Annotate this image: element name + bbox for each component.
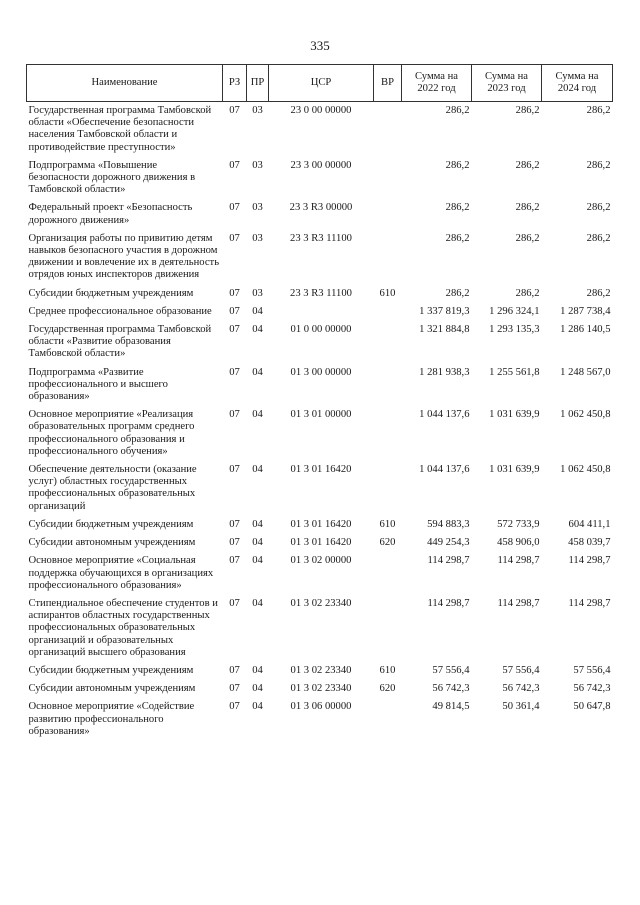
row-vr: [374, 552, 402, 595]
row-sum-2023: 286,2: [515, 105, 540, 116]
table-row: [27, 680, 613, 698]
table-body: [27, 102, 613, 741]
row-name: Среднее профессиональное образование: [28, 305, 212, 317]
row-sum-2024: 114 298,7: [568, 597, 611, 609]
row-sum-2022: 49 814,5: [432, 701, 470, 713]
row-csr: 01 3 01 00000: [290, 409, 352, 421]
table-row: [27, 534, 613, 552]
row-vr: [374, 303, 402, 321]
row-name: Основное мероприятие «Социальная поддержка обучающихся в организациях профессионального образования»: [28, 555, 214, 591]
row-pr: 04: [252, 664, 263, 676]
row-sum-2022: 1 337 819,3: [419, 305, 470, 317]
row-sum-2023: 286,2: [515, 232, 540, 244]
table-row: [27, 321, 613, 364]
row-sum-2022: 1 281 938,3: [419, 366, 470, 378]
row-pr: 03: [252, 232, 263, 244]
row-csr: 01 3 01 16420: [290, 464, 352, 476]
row-sum-2023: 1 031 639,9: [489, 464, 540, 476]
row-rz: 07: [229, 159, 240, 171]
row-sum-2022: 56 742,3: [432, 683, 470, 695]
header-pr: ПР: [247, 65, 269, 102]
row-pr: 04: [252, 537, 263, 549]
row-sum-2023: 1 296 324,1: [489, 305, 540, 317]
row-rz: 07: [229, 555, 240, 567]
row-pr: 03: [252, 202, 263, 214]
row-sum-2024: 458 039,7: [568, 537, 611, 549]
row-name: Обеспечение деятельности (оказание услуг) областных государственных профессиональных образовательных организаций: [28, 464, 197, 512]
row-sum-2024: 50 647,8: [573, 701, 611, 713]
table-header: [27, 65, 613, 102]
row-sum-2023: 572 733,9: [497, 518, 540, 530]
row-name: Субсидии бюджетным учреждениям: [28, 518, 194, 530]
row-rz: 07: [229, 597, 240, 609]
row-rz: 07: [229, 232, 240, 244]
row-rz: 07: [229, 105, 240, 116]
header-sum-2022: Сумма на 2022 год: [402, 65, 472, 102]
row-pr: 04: [252, 555, 263, 567]
row-csr: 01 3 02 23340: [290, 597, 352, 609]
row-pr: 03: [252, 159, 263, 171]
row-name: Подпрограмма «Повышение безопасности дорожного движения в Тамбовской области»: [28, 159, 196, 196]
row-pr: 03: [252, 287, 263, 299]
row-csr: 23 0 00 00000: [290, 105, 352, 116]
row-sum-2023: 286,2: [515, 159, 540, 171]
row-sum-2024: 286,2: [586, 159, 611, 171]
row-vr: [374, 321, 402, 364]
row-rz: 07: [229, 202, 240, 214]
row-csr: 01 3 01 16420: [290, 537, 352, 549]
row-pr: 04: [252, 464, 263, 476]
table-row: [27, 406, 613, 461]
row-rz: 07: [229, 409, 240, 421]
row-rz: 07: [229, 537, 240, 549]
row-vr: [374, 364, 402, 407]
header-name: Наименование: [27, 65, 223, 102]
table-row: [27, 230, 613, 285]
row-rz: 07: [229, 683, 240, 695]
row-name: Субсидии бюджетным учреждениям: [28, 287, 194, 299]
row-sum-2022: 114 298,7: [427, 555, 470, 567]
row-csr: 01 3 01 16420: [290, 518, 352, 530]
header-vr: ВР: [374, 65, 402, 102]
row-csr: 23 3 R3 00000: [289, 202, 353, 214]
row-sum-2023: 114 298,7: [497, 597, 540, 609]
row-pr: 04: [252, 324, 263, 336]
row-sum-2023: 458 906,0: [497, 537, 540, 549]
row-sum-2022: 449 254,3: [427, 537, 470, 549]
row-pr: 04: [252, 518, 263, 530]
row-vr: [374, 406, 402, 461]
row-sum-2023: 286,2: [515, 202, 540, 214]
row-vr: 610: [379, 287, 396, 299]
row-csr: 23 3 R3 11100: [290, 287, 352, 299]
row-vr: 610: [379, 518, 396, 530]
row-sum-2023: 1 293 135,3: [489, 324, 540, 336]
row-pr: 04: [252, 597, 263, 609]
row-sum-2022: 57 556,4: [432, 664, 470, 676]
table-row: [27, 552, 613, 595]
row-rz: 07: [229, 464, 240, 476]
row-vr: [374, 595, 402, 662]
row-vr: [374, 461, 402, 516]
row-csr: 23 3 R3 11100: [290, 232, 352, 244]
row-sum-2024: 1 248 567,0: [560, 366, 611, 378]
row-name: Подпрограмма «Развитие профессионального и высшего образования»: [28, 366, 168, 403]
row-sum-2024: 114 298,7: [568, 555, 611, 567]
row-name: Субсидии автономным учреждениям: [28, 683, 196, 695]
row-sum-2022: 286,2: [445, 232, 470, 244]
row-csr: [269, 303, 374, 321]
row-sum-2022: 114 298,7: [427, 597, 470, 609]
row-sum-2023: 57 556,4: [502, 664, 540, 676]
row-rz: 07: [229, 518, 240, 530]
row-pr: 04: [252, 683, 263, 695]
row-name: Стипендиальное обеспечение студентов и аспирантов областных государственных профессиональных образовательных организаций и образовательных организаций высшего образования: [28, 597, 218, 658]
row-sum-2024: 1 062 450,8: [560, 464, 611, 476]
row-vr: 620: [379, 683, 396, 695]
row-rz: 07: [229, 287, 240, 299]
row-sum-2024: 286,2: [586, 287, 611, 299]
budget-table: [26, 64, 613, 741]
row-rz: 07: [229, 324, 240, 336]
row-csr: 01 3 02 00000: [290, 555, 352, 567]
table-row: [27, 364, 613, 407]
row-sum-2024: 286,2: [586, 232, 611, 244]
header-sum-2023: Сумма на 2023 год: [472, 65, 542, 102]
row-sum-2023: 56 742,3: [502, 683, 540, 695]
row-sum-2024: 1 062 450,8: [560, 409, 611, 421]
row-pr: 04: [252, 701, 263, 713]
table-row: [27, 698, 613, 741]
row-vr: [374, 698, 402, 741]
row-sum-2022: 1 321 884,8: [419, 324, 470, 336]
row-name: Государственная программа Тамбовской области «Развитие образования Тамбовской области»: [28, 324, 212, 360]
table-row: [27, 303, 613, 321]
row-csr: 01 3 06 00000: [290, 701, 352, 713]
row-sum-2024: 286,2: [586, 105, 611, 116]
row-pr: 03: [252, 105, 263, 116]
row-name: Субсидии бюджетным учреждениям: [28, 664, 194, 676]
row-sum-2024: 604 411,1: [568, 518, 611, 530]
row-pr: 04: [252, 409, 263, 421]
row-sum-2022: 286,2: [445, 202, 470, 214]
row-pr: 04: [252, 305, 263, 317]
row-vr: [374, 199, 402, 229]
row-sum-2024: 1 287 738,4: [560, 305, 611, 317]
row-sum-2024: 57 556,4: [573, 664, 611, 676]
row-sum-2022: 286,2: [445, 105, 470, 116]
row-vr: [374, 230, 402, 285]
row-name: Основное мероприятие «Реализация образовательных программ среднего профессионального образования и профессионального обучения»: [28, 409, 195, 457]
row-sum-2023: 1 255 561,8: [489, 366, 540, 378]
table-row: [27, 102, 613, 157]
row-sum-2023: 114 298,7: [497, 555, 540, 567]
row-vr: 610: [379, 664, 396, 676]
table-row: [27, 662, 613, 680]
row-rz: 07: [229, 664, 240, 676]
table-row: [27, 461, 613, 516]
row-vr: 620: [379, 537, 396, 549]
table-row: [27, 516, 613, 534]
row-vr: [374, 102, 402, 157]
row-sum-2022: 1 044 137,6: [419, 409, 470, 421]
row-sum-2024: 56 742,3: [573, 683, 611, 695]
header-sum-2024: Сумма на 2024 год: [542, 65, 613, 102]
table-row: [27, 157, 613, 200]
row-pr: 04: [252, 366, 263, 378]
row-sum-2024: 1 286 140,5: [560, 324, 611, 336]
row-rz: 07: [229, 305, 240, 317]
row-csr: 01 3 00 00000: [290, 366, 352, 378]
row-name: Государственная программа Тамбовской области «Обеспечение безопасности населения Тамбовской области и противодействие преступности»: [28, 105, 212, 153]
row-csr: 01 0 00 00000: [290, 324, 352, 336]
row-sum-2022: 594 883,3: [427, 518, 470, 530]
header-rz: РЗ: [223, 65, 247, 102]
row-csr: 01 3 02 23340: [290, 683, 352, 695]
row-sum-2023: 50 361,4: [502, 701, 540, 713]
row-sum-2022: 286,2: [445, 287, 470, 299]
row-rz: 07: [229, 366, 240, 378]
row-vr: [374, 157, 402, 200]
table-row: [27, 595, 613, 662]
row-csr: 01 3 02 23340: [290, 664, 352, 676]
row-sum-2024: 286,2: [586, 202, 611, 214]
page-number: 335: [310, 38, 330, 53]
row-sum-2022: 1 044 137,6: [419, 464, 470, 476]
row-sum-2023: 1 031 639,9: [489, 409, 540, 421]
header-csr: ЦСР: [269, 65, 374, 102]
row-rz: 07: [229, 701, 240, 713]
row-name: Организация работы по привитию детям навыков безопасного участия в дорожном движении и вовлечение их в деятельность отрядов юных инспекторов движения: [28, 232, 220, 281]
row-sum-2022: 286,2: [445, 159, 470, 171]
row-name: Федеральный проект «Безопасность дорожного движения»: [28, 202, 193, 226]
row-name: Основное мероприятие «Содействие развитию профессионального образования»: [28, 701, 195, 737]
row-name: Субсидии автономным учреждениям: [28, 537, 196, 549]
row-csr: 23 3 00 00000: [290, 159, 352, 171]
table-row: [27, 199, 613, 229]
table-row: [27, 285, 613, 303]
row-sum-2023: 286,2: [515, 287, 540, 299]
